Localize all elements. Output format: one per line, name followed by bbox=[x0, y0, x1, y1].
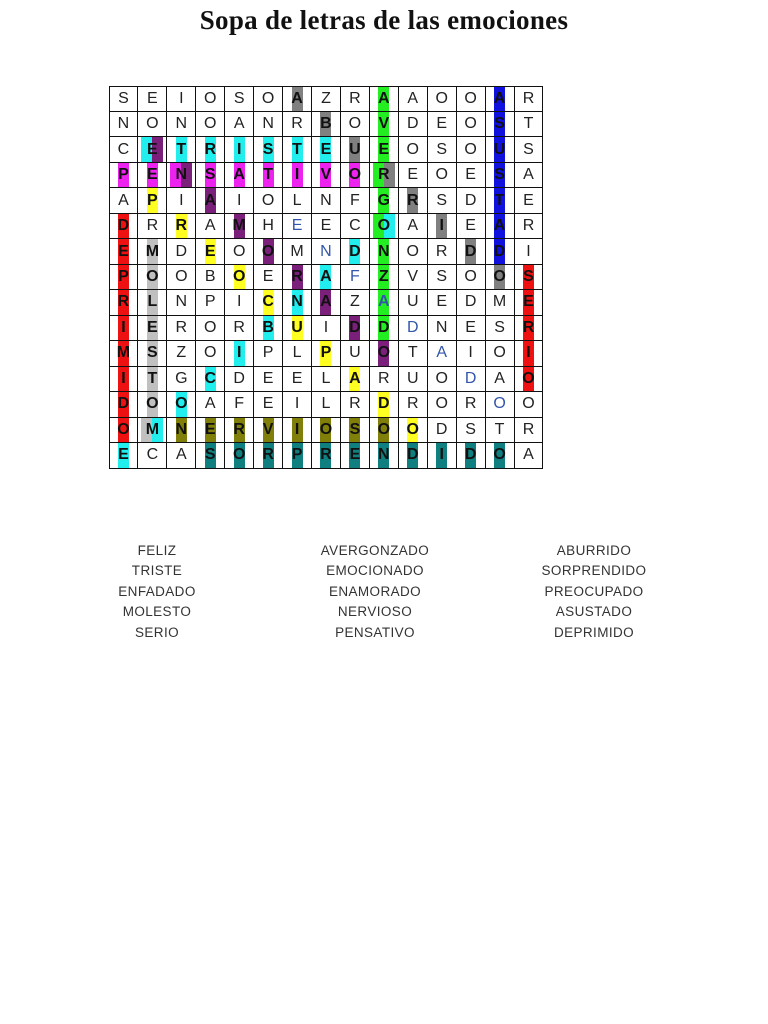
grid-letter: E bbox=[291, 369, 303, 387]
grid-letter: D bbox=[464, 293, 477, 311]
grid-letter: O bbox=[406, 140, 419, 158]
grid-letter: T bbox=[292, 140, 302, 158]
grid-letter: O bbox=[232, 268, 246, 286]
grid-letter: R bbox=[233, 420, 245, 438]
grid-letter: E bbox=[523, 191, 534, 209]
grid-letter: M bbox=[145, 242, 160, 260]
grid-letter: Z bbox=[176, 344, 187, 362]
grid-letter: T bbox=[176, 140, 187, 158]
grid-letter: I bbox=[294, 420, 300, 438]
grid-letter: G bbox=[175, 369, 188, 387]
grid-letter: O bbox=[146, 395, 159, 413]
grid-letter: S bbox=[204, 166, 216, 184]
grid-letter: O bbox=[204, 344, 217, 362]
grid-letter: R bbox=[175, 318, 188, 336]
grid-letter: U bbox=[349, 140, 361, 158]
grid-letter: E bbox=[320, 217, 332, 235]
grid-letter: D bbox=[175, 242, 188, 260]
grid-letter: A bbox=[291, 89, 303, 107]
grid-letter: A bbox=[436, 344, 448, 362]
grid-letter: V bbox=[407, 268, 419, 286]
grid-letter: B bbox=[262, 318, 274, 336]
grid-letter: O bbox=[348, 115, 362, 133]
grid-letter: A bbox=[378, 89, 390, 107]
grid-letter: S bbox=[465, 420, 476, 438]
grid-letter: F bbox=[234, 395, 245, 413]
grid-letter: O bbox=[175, 395, 188, 413]
grid-letter: O bbox=[348, 166, 362, 184]
grid-letter: R bbox=[349, 89, 361, 107]
word-triste: TRISTE bbox=[131, 563, 183, 579]
grid-letter: B bbox=[320, 115, 332, 133]
grid-letter: O bbox=[464, 140, 477, 158]
grid-letter: P bbox=[204, 293, 216, 311]
grid-letter: N bbox=[117, 115, 130, 133]
grid-letter: D bbox=[464, 242, 477, 260]
grid-letter: A bbox=[493, 217, 506, 235]
grid-letter: A bbox=[349, 369, 361, 387]
word-emocionado: EMOCIONADO bbox=[326, 563, 424, 579]
grid-letter: B bbox=[204, 268, 216, 286]
grid-letter: E bbox=[147, 318, 158, 336]
grid-letter: D bbox=[464, 369, 477, 387]
word-list-column-1 bbox=[87, 541, 227, 643]
grid-letter: D bbox=[406, 446, 419, 464]
grid-letter: D bbox=[406, 115, 419, 133]
grid-letter: S bbox=[523, 140, 534, 158]
word-pensativo: PENSATIVO bbox=[335, 624, 415, 640]
grid-letter: V bbox=[262, 420, 274, 438]
word-enfadado: ENFADADO bbox=[118, 583, 196, 599]
grid-letter: R bbox=[233, 318, 245, 336]
grid-letter: R bbox=[146, 217, 159, 235]
grid-letter: L bbox=[147, 293, 158, 311]
grid-letter: E bbox=[436, 115, 448, 133]
grid-letter: R bbox=[464, 395, 477, 413]
grid-letter: V bbox=[320, 166, 332, 184]
grid-letter: A bbox=[175, 446, 187, 464]
grid-letter: A bbox=[378, 293, 390, 311]
grid-letter: A bbox=[320, 293, 332, 311]
grid-letter: R bbox=[406, 395, 419, 413]
grid-letter: N bbox=[320, 242, 332, 260]
grid-letter: E bbox=[262, 268, 274, 286]
grid-letter: O bbox=[377, 344, 391, 362]
grid-letter: E bbox=[465, 318, 476, 336]
grid-letter: O bbox=[435, 369, 448, 387]
grid-letter: U bbox=[406, 293, 419, 311]
grid-letter: N bbox=[175, 420, 188, 438]
grid-letter: F bbox=[350, 191, 360, 209]
grid-letter: C bbox=[204, 369, 217, 387]
grid-letter: O bbox=[522, 369, 535, 387]
grid-letter: A bbox=[494, 369, 505, 387]
grid-letter: G bbox=[377, 191, 391, 209]
grid-letter: P bbox=[262, 344, 274, 362]
grid-letter: Z bbox=[378, 268, 389, 286]
grid-letter: U bbox=[493, 140, 506, 158]
grid-letter: R bbox=[522, 89, 535, 107]
grid-letter: L bbox=[292, 191, 302, 209]
grid-letter: A bbox=[407, 89, 419, 107]
grid-letter: D bbox=[493, 242, 506, 260]
grid-letter: I bbox=[121, 318, 126, 336]
grid-letter: U bbox=[406, 369, 419, 387]
grid-letter: E bbox=[349, 446, 361, 464]
grid-letter: O bbox=[146, 268, 159, 286]
grid-letter: O bbox=[522, 395, 535, 413]
grid-letter: E bbox=[407, 166, 419, 184]
grid-letter: N bbox=[175, 166, 188, 184]
grid-letter: A bbox=[407, 217, 419, 235]
grid-letter: E bbox=[465, 217, 476, 235]
grid-letter: E bbox=[147, 89, 158, 107]
grid-letter: L bbox=[321, 395, 331, 413]
grid-letter: O bbox=[117, 420, 130, 438]
grid-letter: E bbox=[320, 140, 332, 158]
grid-letter: Z bbox=[350, 293, 360, 311]
grid-letter: O bbox=[493, 268, 506, 286]
grid-letter: I bbox=[179, 89, 184, 107]
grid-letter: A bbox=[320, 268, 332, 286]
grid-letter: A bbox=[523, 166, 534, 184]
word-search-grid bbox=[109, 86, 543, 468]
word-aburrido: ABURRIDO bbox=[556, 543, 632, 558]
grid-letter: R bbox=[175, 217, 188, 235]
grid-letter: A bbox=[118, 191, 129, 209]
grid-letter: S bbox=[494, 115, 505, 133]
grid-letter: I bbox=[468, 344, 473, 362]
grid-letter: E bbox=[118, 446, 129, 464]
word-nervioso: NERVIOSO bbox=[337, 604, 413, 620]
grid-letter: P bbox=[118, 166, 129, 184]
grid-letter: E bbox=[465, 166, 476, 184]
grid-letter: S bbox=[349, 420, 361, 438]
grid-letter: R bbox=[522, 318, 535, 336]
word-sorprendido: SORPRENDIDO bbox=[541, 563, 647, 579]
grid-letter: E bbox=[262, 369, 274, 387]
grid-letter: I bbox=[121, 369, 126, 387]
grid-letter: N bbox=[175, 293, 188, 311]
grid-letter: A bbox=[523, 446, 534, 464]
grid-letter: P bbox=[291, 446, 303, 464]
grid-letter: H bbox=[262, 217, 274, 235]
word-molesto: MOLESTO bbox=[122, 604, 192, 620]
word-asustado: ASUSTADO bbox=[555, 604, 633, 620]
grid-letter: I bbox=[526, 344, 531, 362]
grid-letter: L bbox=[292, 344, 302, 362]
grid-letter: I bbox=[236, 191, 242, 209]
grid-letter: E bbox=[204, 420, 216, 438]
grid-letter: N bbox=[378, 446, 390, 464]
grid-letter: E bbox=[436, 293, 448, 311]
grid-letter: Z bbox=[321, 89, 331, 107]
grid-letter: O bbox=[261, 89, 275, 107]
grid-letter: O bbox=[435, 89, 448, 107]
grid-letter: C bbox=[349, 217, 361, 235]
grid-letter: D bbox=[378, 395, 390, 413]
grid-letter: I bbox=[323, 318, 329, 336]
grid-letter: A bbox=[204, 217, 216, 235]
grid-letter: A bbox=[493, 89, 506, 107]
grid-letter: M bbox=[145, 420, 160, 438]
grid-letter: A bbox=[233, 166, 245, 184]
grid-letter: N bbox=[291, 293, 303, 311]
grid-letter: S bbox=[436, 140, 448, 158]
grid-letter: R bbox=[262, 446, 274, 464]
grid-letter: M bbox=[232, 217, 246, 235]
grid-letter: N bbox=[262, 115, 274, 133]
word-serio: SERIO bbox=[134, 624, 179, 640]
grid-letter: E bbox=[147, 166, 158, 184]
grid-letter: E bbox=[378, 140, 390, 158]
grid-letter: O bbox=[464, 268, 477, 286]
grid-letter: E bbox=[523, 293, 534, 311]
grid-letter: O bbox=[232, 446, 246, 464]
grid-letter: O bbox=[204, 318, 217, 336]
grid-letter: P bbox=[320, 344, 332, 362]
grid-letter: S bbox=[494, 318, 505, 336]
grid-letter: N bbox=[378, 242, 390, 260]
grid-letter: R bbox=[522, 217, 535, 235]
grid-letter: E bbox=[118, 242, 129, 260]
grid-letter: C bbox=[146, 446, 159, 464]
word-enamorado: ENAMORADO bbox=[328, 583, 422, 599]
grid-letter: S bbox=[204, 446, 216, 464]
grid-letter: P bbox=[147, 191, 158, 209]
grid-letter: O bbox=[464, 115, 477, 133]
grid-letter: I bbox=[439, 217, 444, 235]
grid-letter: E bbox=[147, 140, 158, 158]
grid-letter: I bbox=[236, 140, 242, 158]
grid-letter: S bbox=[262, 140, 274, 158]
grid-letter: M bbox=[492, 293, 507, 311]
grid-letter: O bbox=[232, 242, 246, 260]
grid-letter: E bbox=[291, 217, 303, 235]
grid-letter: S bbox=[436, 268, 448, 286]
grid-letter: R bbox=[291, 268, 303, 286]
grid-letter: D bbox=[378, 318, 390, 336]
grid-letter: O bbox=[493, 344, 506, 362]
grid-letter: D bbox=[117, 217, 130, 235]
grid-letter: I bbox=[294, 395, 300, 413]
grid-letter: I bbox=[236, 293, 242, 311]
grid-letter: R bbox=[522, 420, 535, 438]
grid-letter: T bbox=[494, 420, 505, 438]
grid-letter: S bbox=[523, 268, 534, 286]
grid-letter: M bbox=[290, 242, 304, 260]
grid-letter: P bbox=[118, 268, 129, 286]
page-title: Sopa de letras de las emociones bbox=[199, 5, 569, 35]
grid-letter: T bbox=[147, 369, 158, 387]
grid-letter: R bbox=[291, 115, 303, 133]
grid-letter: D bbox=[349, 318, 361, 336]
grid-letter: O bbox=[204, 115, 217, 133]
grid-letter: R bbox=[204, 140, 217, 158]
grid-letter: R bbox=[435, 242, 448, 260]
grid-letter: O bbox=[146, 115, 159, 133]
grid-letter: O bbox=[406, 420, 419, 438]
grid-letter: O bbox=[261, 242, 275, 260]
grid-letter: E bbox=[262, 395, 274, 413]
grid-letter: D bbox=[435, 420, 448, 438]
grid-letter: R bbox=[349, 395, 361, 413]
grid-letter: D bbox=[406, 318, 419, 336]
grid-letter: O bbox=[261, 191, 275, 209]
word-avergonzado: AVERGONZADO bbox=[320, 543, 430, 558]
grid-letter: O bbox=[319, 420, 333, 438]
grid-letter: O bbox=[175, 268, 188, 286]
grid-letter: O bbox=[493, 446, 506, 464]
grid-letter: O bbox=[406, 242, 419, 260]
grid-letter: A bbox=[204, 191, 217, 209]
grid-letter: U bbox=[291, 318, 303, 336]
word-list-column-2 bbox=[300, 541, 450, 643]
grid-letter: N bbox=[175, 115, 188, 133]
grid-letter: I bbox=[294, 166, 300, 184]
grid-letter: U bbox=[349, 344, 361, 362]
grid-letter: V bbox=[378, 115, 390, 133]
grid-letter: L bbox=[321, 369, 331, 387]
grid-letter: R bbox=[320, 446, 332, 464]
grid-letter: S bbox=[147, 344, 158, 362]
grid-letter: O bbox=[377, 420, 391, 438]
grid-letter: R bbox=[378, 166, 390, 184]
word-feliz: FELIZ bbox=[137, 543, 177, 558]
grid-letter: N bbox=[320, 191, 332, 209]
grid-letter: D bbox=[233, 369, 245, 387]
grid-letter: A bbox=[204, 395, 216, 413]
grid-letter: O bbox=[377, 217, 391, 235]
grid-letter: O bbox=[204, 89, 217, 107]
grid-letter: I bbox=[236, 344, 242, 362]
grid-letter: R bbox=[378, 369, 390, 387]
grid-letter: O bbox=[435, 166, 448, 184]
grid-letter: M bbox=[116, 344, 131, 362]
grid-letter: T bbox=[523, 115, 534, 133]
grid-letter: S bbox=[436, 191, 448, 209]
grid-letter: N bbox=[435, 318, 448, 336]
grid-letter: C bbox=[117, 140, 130, 158]
grid-letter: F bbox=[350, 268, 360, 286]
grid-letter: A bbox=[233, 115, 245, 133]
word-deprimido: DEPRIMIDO bbox=[553, 624, 635, 640]
grid-letter: E bbox=[204, 242, 216, 260]
grid-letter: C bbox=[262, 293, 274, 311]
grid-letter: D bbox=[464, 191, 477, 209]
grid-letter: R bbox=[117, 293, 130, 311]
grid-letter: O bbox=[493, 395, 506, 413]
grid-letter: T bbox=[263, 166, 273, 184]
grid-letter: D bbox=[349, 242, 361, 260]
grid-letter: S bbox=[118, 89, 129, 107]
grid-letter: I bbox=[179, 191, 184, 209]
word-preocupado: PREOCUPADO bbox=[544, 583, 644, 599]
grid-letter: I bbox=[526, 242, 531, 260]
grid-letter: D bbox=[464, 446, 477, 464]
grid-letter: D bbox=[117, 395, 130, 413]
word-list-column-3 bbox=[524, 541, 664, 643]
grid-letter: S bbox=[233, 89, 245, 107]
grid-letter: S bbox=[494, 166, 505, 184]
grid-letter: R bbox=[406, 191, 419, 209]
grid-letter: O bbox=[464, 89, 477, 107]
grid-letter: T bbox=[494, 191, 505, 209]
grid-letter: T bbox=[407, 344, 418, 362]
grid-letter: O bbox=[435, 395, 448, 413]
grid-letter: I bbox=[439, 446, 444, 464]
